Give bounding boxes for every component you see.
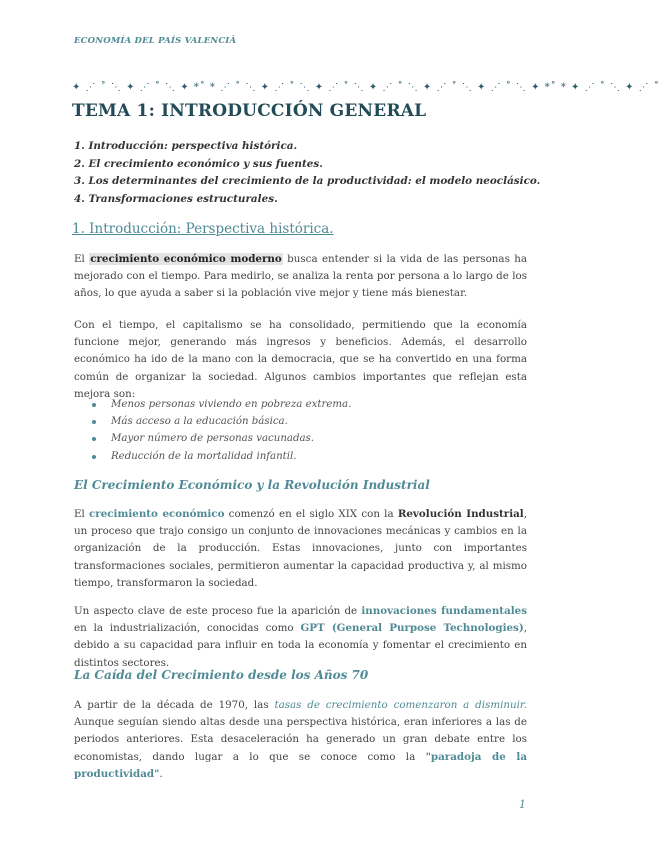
emphasis: tasas de crecimiento comenzaron a disminuir. <box>274 699 527 711</box>
list-item <box>92 448 351 465</box>
paragraph-industrial-revolution <box>74 506 527 592</box>
table-of-contents <box>74 138 540 208</box>
list-item <box>92 430 351 447</box>
keyword: Revolución Industrial <box>397 508 524 520</box>
list-item-text: Más acceso a la educación básica. <box>111 416 288 428</box>
page-number: 1 <box>519 798 526 811</box>
toc-item: 3. Los determinantes del crecimiento de la productividad: el modelo neoclásico. <box>74 175 541 187</box>
list-item-text: Mayor número de personas vacunadas. <box>111 433 315 445</box>
paragraph-gpt <box>74 603 527 672</box>
paragraph-capitalism: Con el tiempo, el capitalismo se ha consolidado, permitiendo que la economía funcione mejor, generando más ingresos y beneficios. Además, el desarrollo económico ha ido de la mano con la democracia, que se ha convertido en una forma común de organizar la sociedad. Algunos cambios importantes que reflejan esta mejora son: <box>74 319 527 400</box>
keyword: "paradoja de la productividad" <box>74 750 528 780</box>
text: Un aspecto clave de este proceso fue la aparición de <box>74 605 362 617</box>
bullet-icon <box>92 455 96 459</box>
decorative-stars-divider: ✦ ⋰ ˚ ⋱ ✦ ⋰ ˚ ⋱ ✦ *˚ * ⋰ ˚ ⋱ ✦ ⋰ ˚ ⋱ ✦ ⋰ ˚ ⋱ ✦ ⋰ ˚ ⋱ ✦ ⋰ ˚ ⋱ ✦ ⋰ ˚ ⋱ ✦ *˚ * ✦ ⋰ ˚ ⋱ ✦ ⋰ ˚ <box>72 82 660 93</box>
text: , debido a su capacidad para influir en toda la economía y fomentar el crecimiento en distintos sectores. <box>74 622 528 669</box>
text: El <box>74 508 90 520</box>
text: comenzó en el siglo XIX con la <box>224 508 398 520</box>
toc-item: 2. El crecimiento económico y sus fuentes. <box>74 157 323 170</box>
text: busca entender si la vida de las personas ha mejorado con el tiempo. Para medirlo, se analiza la renta por persona a lo largo de los años, lo que ayuda a saber si la población vive mejor y tiene más bienestar. <box>74 253 527 300</box>
list-item-text: Menos personas viviendo en pobreza extrema. <box>111 399 352 410</box>
list-item <box>92 396 351 413</box>
page-header: ECONOMÍA DEL PAÍS VALENCIÀ <box>74 36 237 46</box>
text: en la industrialización, conocidas como <box>74 622 301 635</box>
section-heading: 1. Introducción: Perspectiva histórica. <box>72 221 334 237</box>
keyword: GPT (General Purpose Technologies) <box>300 622 524 635</box>
page-title: TEMA 1: INTRODUCCIÓN GENERAL <box>72 101 427 121</box>
keyword: innovaciones fundamentales <box>361 605 527 617</box>
list-item <box>92 413 351 430</box>
text: A partir de la década de 1970, las <box>74 699 275 711</box>
keyword: crecimiento económico <box>89 508 225 520</box>
bullet-icon <box>92 420 96 424</box>
text: Aunque seguían siendo altas desde una perspectiva histórica, eran inferiores a las de periodos anteriores. Esta desaceleración ha generado un gran debate entre los economistas, dando lugar a lo que se conoce como la <box>74 716 527 763</box>
subsection-heading: La Caída del Crecimiento desde los Años 70 <box>74 668 369 682</box>
paragraph-decline <box>74 697 527 783</box>
subsection-heading: El Crecimiento Económico y la Revolución Industrial <box>74 478 430 492</box>
text: El <box>74 253 90 265</box>
bullet-list <box>92 396 351 465</box>
toc-item: 1. Introducción: perspectiva histórica. <box>74 140 298 152</box>
bullet-icon <box>92 437 96 441</box>
toc-item: 4. Transformaciones estructurales. <box>74 192 278 205</box>
paragraph-intro <box>74 251 527 303</box>
highlighted-term: crecimiento económico moderno <box>90 253 282 265</box>
text: . <box>159 767 163 780</box>
list-item-text: Reducción de la mortalidad infantil. <box>111 450 297 462</box>
text: , un proceso que trajo consigo un conjunto de innovaciones mecánicas y cambios en la organización de la producción. Estas innovaciones, junto con importantes transformaciones sociales, permitieron aumentar la capacidad productiva y, al mismo tiempo, transformaron la sociedad. <box>74 508 527 589</box>
bullet-icon <box>92 403 96 407</box>
